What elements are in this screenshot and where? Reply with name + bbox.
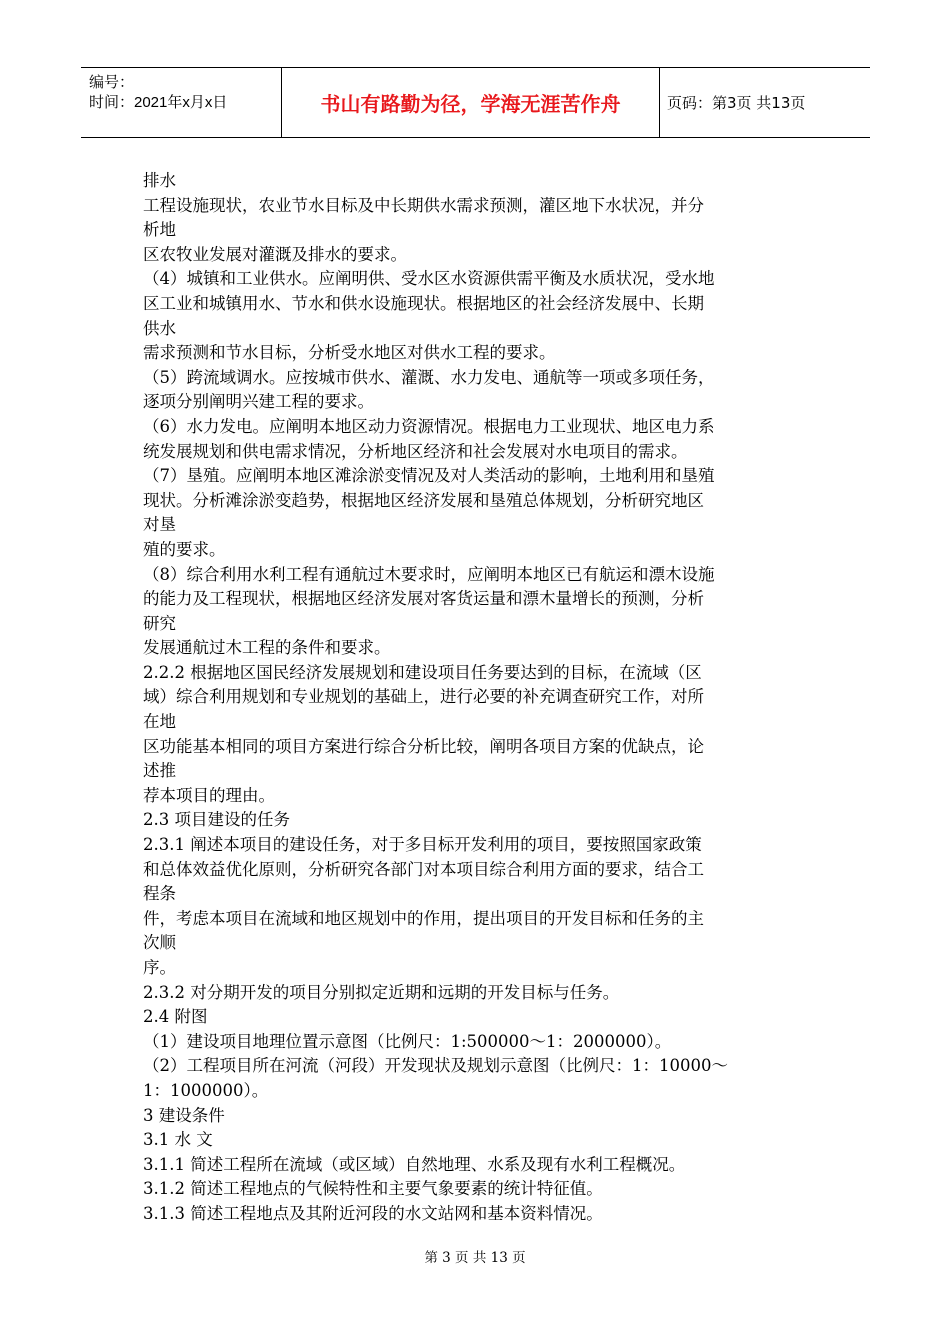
text-line: 的能力及工程现状，根据地区经济发展对客货运量和漂木量增长的预测，分析: [143, 589, 704, 609]
text-line: 殖的要求。: [143, 539, 226, 559]
text-line: 研究: [143, 613, 176, 633]
text-line: 对垦: [143, 515, 176, 535]
text-line: （5）跨流域调水。应按城市供水、灌溉、水力发电、通航等一项或多项任务，: [143, 367, 715, 387]
text-line: 荐本项目的理由。: [143, 785, 275, 805]
text-line: 工程设施现状，农业节水目标及中长期供水需求预测，灌区地下水状况，并分: [143, 195, 704, 215]
text-line: 现状。分析滩涂淤变趋势，根据地区经济发展和垦殖总体规划，分析研究地区: [143, 490, 704, 510]
text-line: 3 建设条件: [143, 1105, 225, 1125]
text-line: （2）工程项目所在河流（河段）开发现状及规划示意图（比例尺：1：10000～: [143, 1056, 728, 1076]
text-line: 件，考虑本项目在流域和地区规划中的作用，提出项目的开发目标和任务的主: [143, 908, 704, 928]
text-line: 2.3 项目建设的任务: [143, 810, 290, 830]
text-line: 区农牧业发展对灌溉及排水的要求。: [143, 244, 407, 264]
text-line: 3.1.2 简述工程地点的气候特性和主要气象要素的统计特征值。: [143, 1179, 603, 1199]
header-motto: 书山有路勤为径，学海无涯苦作舟: [320, 92, 621, 116]
text-line: 次顺: [143, 933, 176, 953]
text-line: （8）综合利用水利工程有通航过木要求时，应阐明本地区已有航运和漂木设施: [143, 564, 715, 584]
text-line: 1：1000000）。: [143, 1080, 269, 1100]
text-line: 和总体效益优化原则，分析研究各部门对本项目综合利用方面的要求，结合工: [143, 859, 704, 879]
text-line: 2.2.2 根据地区国民经济发展规划和建设项目任务要达到的目标，在流域（区: [143, 662, 702, 682]
text-line: 序。: [143, 958, 176, 977]
text-line: （1）建设项目地理位置示意图（比例尺：1:500000～1：2000000）。: [143, 1031, 672, 1051]
text-line: 域）综合利用规划和专业规划的基础上，进行必要的补充调查研究工作，对所: [143, 687, 704, 707]
text-line: 发展通航过木工程的条件和要求。: [143, 638, 391, 658]
text-line: 程条: [143, 884, 176, 904]
page-footer: 第 3 页 共 13 页: [424, 1250, 526, 1266]
document-body: [143, 169, 823, 1227]
text-line: 3.1.3 简述工程地点及其附近河段的水文站网和基本资料情况。: [143, 1203, 603, 1223]
header-motto-cell: [281, 68, 660, 137]
text-line: 逐项分别阐明兴建工程的要求。: [143, 392, 374, 412]
text-line: 述推: [143, 761, 176, 781]
header-page-info: 页码：第3页 共13页: [667, 94, 806, 112]
document-code-label: 编号：: [89, 74, 135, 91]
text-line: 2.3.2 对分期开发的项目分别拟定近期和远期的开发目标与任务。: [143, 982, 620, 1002]
text-line: 2.3.1 阐述本项目的建设任务，对于多目标开发利用的项目，要按照国家政策: [143, 835, 702, 855]
page-header: [81, 67, 870, 138]
text-line: 2.4 附图: [143, 1007, 208, 1027]
text-line: 3.1.1 简述工程所在流域（或区域）自然地理、水系及现有水利工程概况。: [143, 1154, 686, 1174]
text-line: （4）城镇和工业供水。应阐明供、受水区水资源供需平衡及水质状况，受水地: [143, 269, 715, 289]
text-line: 在地: [143, 712, 176, 732]
text-line: （6）水力发电。应阐明本地区动力资源情况。根据电力工业现状、地区电力系: [143, 416, 715, 436]
text-line: 供水: [143, 318, 176, 338]
text-line: 3.1 水 文: [143, 1130, 213, 1150]
text-line: 析地: [143, 220, 176, 240]
text-line: 统发展规划和供电需求情况，分析地区经济和社会发展对水电项目的需求。: [143, 441, 688, 461]
text-line: 需求预测和节水目标，分析受水地区对供水工程的要求。: [143, 343, 556, 363]
document-date: 时间：2021年x月x日: [89, 94, 228, 111]
text-line: 排水: [143, 171, 176, 190]
header-page-cell: [659, 68, 870, 137]
text-line: 区工业和城镇用水、节水和供水设施现状。根据地区的社会经济发展中、长期: [143, 293, 704, 313]
header-meta: [81, 68, 281, 137]
text-line: （7）垦殖。应阐明本地区滩涂淤变情况及对人类活动的影响，土地利用和垦殖: [143, 466, 715, 486]
text-line: 区功能基本相同的项目方案进行综合分析比较，阐明各项目方案的优缺点，论: [143, 736, 704, 756]
